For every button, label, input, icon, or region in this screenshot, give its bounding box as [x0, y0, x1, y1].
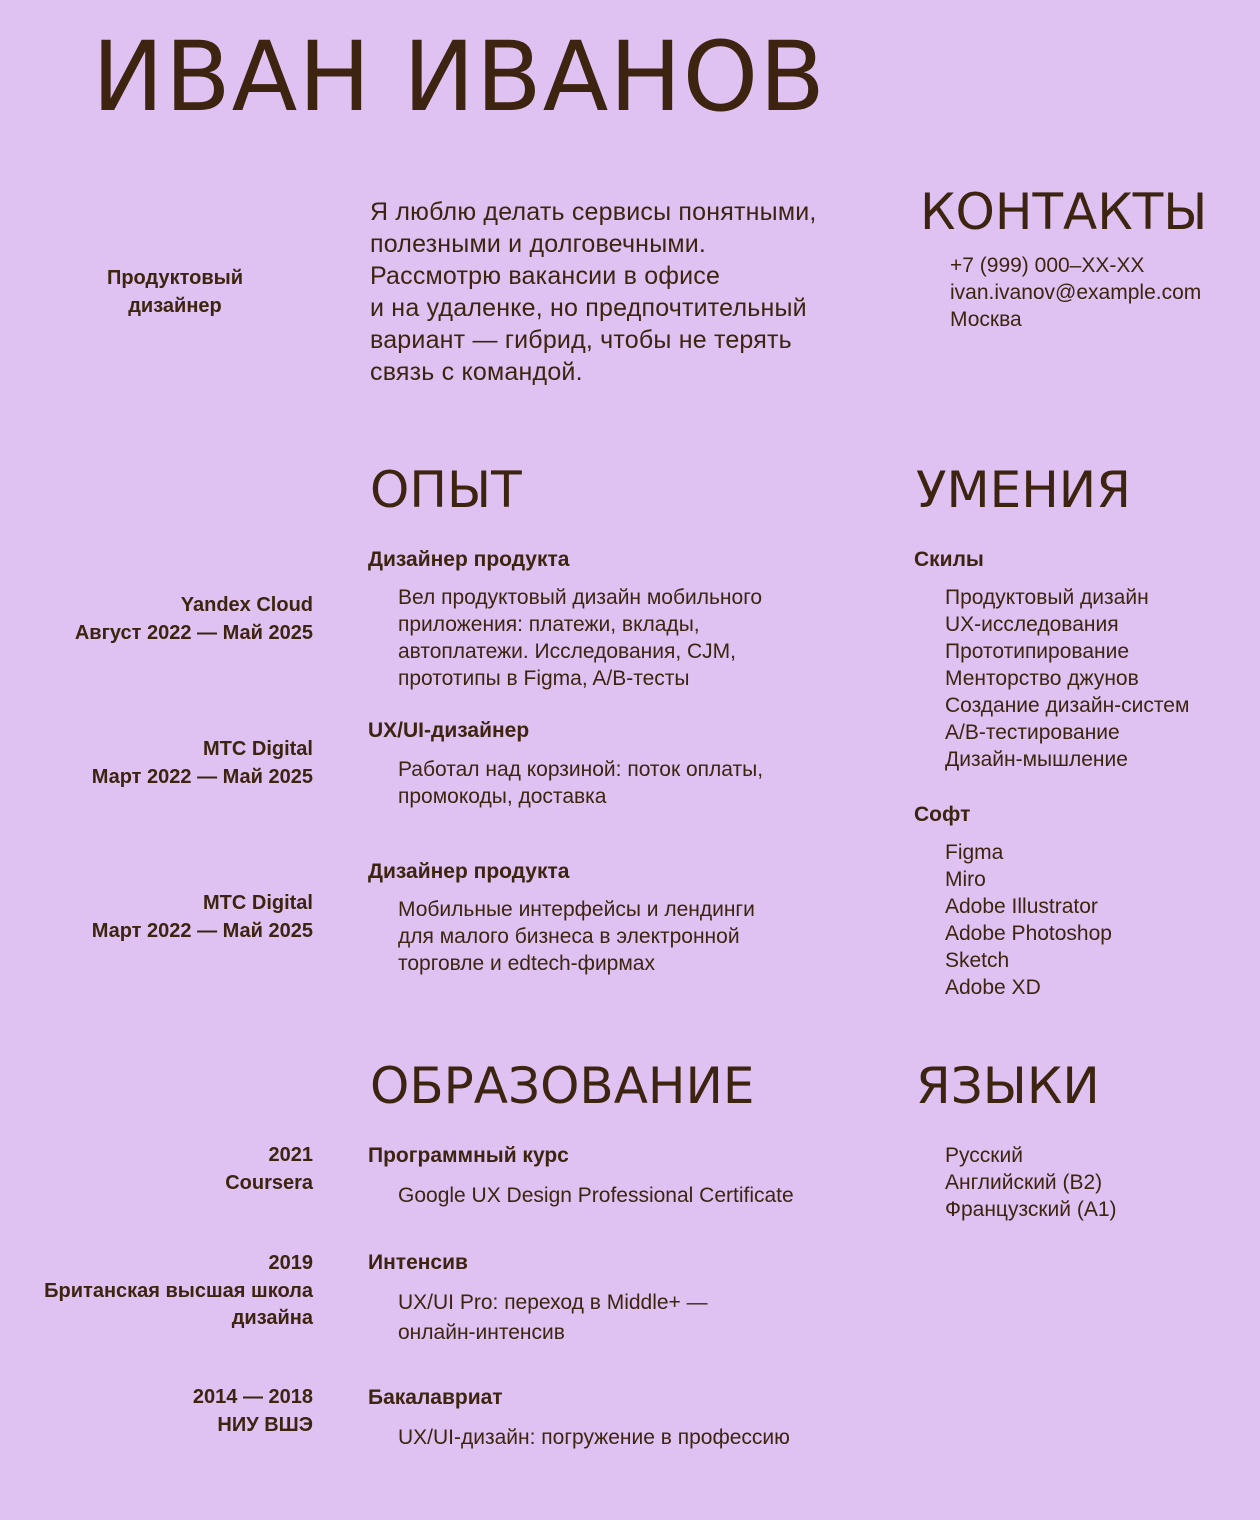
education-title: ОБРАЗОВАНИЕ	[370, 1057, 755, 1115]
position-description: Вел продуктовый дизайн мобильного приложения: платежи, вклады, автоплатежи. Исследования, CJM, прототипы в Figma, A/B-тесты	[398, 586, 763, 690]
list-item: Adobe Photoshop	[945, 922, 1112, 945]
skills-list	[945, 584, 1189, 773]
job-role: Продуктовый дизайнер	[106, 267, 244, 317]
education-description: UX/UI-дизайн: погружение в профессию	[398, 1426, 790, 1449]
contact-phone[interactable]: +7 (999) 000–XX-XX	[950, 254, 1145, 277]
education-type: Программный курс	[368, 1144, 569, 1167]
education-type: Бакалавриат	[368, 1386, 503, 1409]
experience-meta	[20, 592, 313, 647]
list-item: UX-исследования	[945, 613, 1119, 636]
experience-meta	[20, 736, 313, 791]
list-item: Русский	[945, 1144, 1023, 1167]
list-item: Создание дизайн-систем	[945, 694, 1190, 717]
skills-label: Скилы	[914, 548, 984, 571]
list-item: Adobe Illustrator	[945, 895, 1098, 918]
company-name: Yandex Cloud	[180, 594, 313, 616]
experience-meta	[20, 890, 313, 945]
list-item: Английский (B2)	[945, 1171, 1103, 1194]
soft-list	[945, 839, 1112, 1001]
education-description: Google UX Design Professional Certificate	[398, 1184, 794, 1207]
list-item: Французский (A1)	[945, 1198, 1117, 1221]
languages-title: ЯЗЫКИ	[916, 1057, 1100, 1115]
education-meta: 2019 Британская высшая школа дизайна	[44, 1252, 313, 1329]
list-item: Продуктовый дизайн	[945, 586, 1149, 609]
position-title: Дизайнер продукта	[368, 548, 570, 571]
education-type: Интенсив	[368, 1251, 468, 1274]
languages-list	[945, 1142, 1117, 1223]
contact-city: Москва	[950, 308, 1022, 331]
list-item: A/B-тестирование	[945, 721, 1120, 744]
work-period: Август 2022 — Май 2025	[74, 621, 313, 644]
list-item: Miro	[945, 868, 986, 891]
contacts-title: КОНТАКТЫ	[920, 183, 1208, 241]
soft-label: Софт	[914, 803, 971, 826]
list-item: Sketch	[945, 949, 1010, 972]
work-period: Март 2022 — Май 2025	[91, 919, 313, 942]
list-item: Прототипирование	[945, 640, 1130, 663]
list-item: Figma	[945, 841, 1004, 864]
person-name: ИВАН ИВАНОВ	[92, 21, 826, 133]
skills-title: УМЕНИЯ	[916, 461, 1131, 519]
education-meta: 2021 Coursera	[225, 1144, 313, 1194]
contacts-list	[950, 252, 1201, 333]
about-text: Я люблю делать сервисы понятными, полезными и долговечными. Рассмотрю вакансии в офисе и на удаленке, но предпочтительный вариант — гибрид, чтобы не терять связь с командой.	[370, 198, 817, 386]
list-item: Менторство джунов	[945, 667, 1139, 690]
position-title: Дизайнер продукта	[368, 860, 570, 883]
work-period: Март 2022 — Май 2025	[91, 765, 313, 788]
list-item: Дизайн-мышление	[945, 748, 1128, 771]
company-name: МТС Digital	[203, 892, 313, 914]
position-description: Работал над корзиной: поток оплаты, промокоды, доставка	[398, 758, 764, 808]
position-title: UX/UI-дизайнер	[368, 719, 530, 742]
education-description: UX/UI Pro: переход в Middle+ — онлайн-интенсив	[398, 1291, 708, 1344]
list-item: Adobe XD	[945, 976, 1041, 999]
education-meta: 2014 — 2018 НИУ ВШЭ	[192, 1386, 313, 1436]
company-name: МТС Digital	[203, 738, 313, 760]
experience-title: ОПЫТ	[370, 461, 522, 519]
contact-email[interactable]: ivan.ivanov@example.com	[950, 281, 1202, 304]
position-description: Мобильные интерфейсы и лендинги для малого бизнеса в электронной торговле и edtech-фирмах	[398, 898, 755, 975]
